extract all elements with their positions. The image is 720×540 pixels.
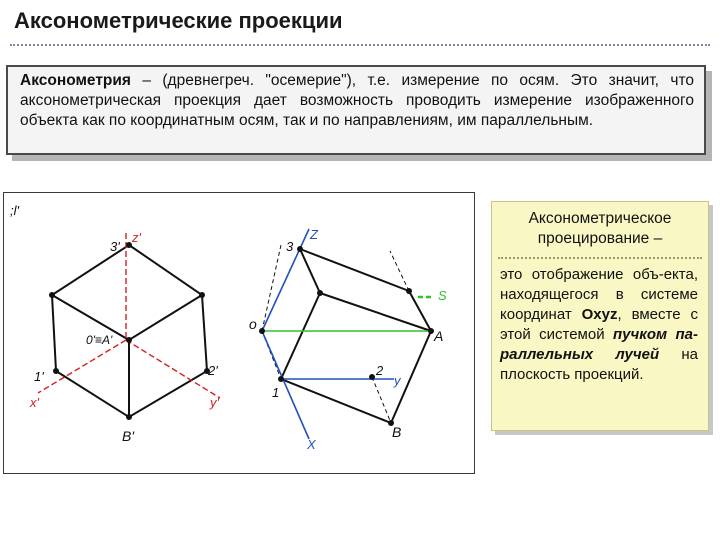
side-body-part-2: , вместе с этой системой — [500, 306, 698, 343]
label-y1: y' — [210, 395, 219, 410]
label-x1: x' — [30, 395, 39, 410]
isometric-cube — [52, 245, 207, 417]
vertex-left-top — [49, 292, 55, 298]
vertex-origin-prime — [126, 337, 132, 343]
oxyz-vertices — [259, 246, 434, 426]
edge-b-1 — [281, 379, 391, 423]
label-o1: 0'≡A' — [86, 333, 113, 347]
side-body-part-1: это отображение объ-екта, находящегося в системе координат — [500, 266, 698, 323]
side-body-bold: Oxyz — [581, 306, 618, 323]
vertex-mid — [317, 290, 323, 296]
vertex-2 — [369, 374, 375, 380]
axonometric-drawing — [3, 192, 475, 474]
vertex-top — [406, 288, 412, 294]
axis-x — [262, 331, 309, 439]
projection-definition-box — [491, 201, 709, 431]
definition-term: Аксонометрия — [20, 72, 131, 89]
label-s: S — [438, 288, 447, 303]
vertex-o — [259, 328, 265, 334]
label-two1: 2' — [208, 363, 218, 378]
title-divider — [10, 44, 710, 46]
label-z1: z' — [132, 230, 141, 245]
side-body — [500, 265, 698, 385]
label-o: o — [249, 316, 257, 332]
label-corner: ;l' — [10, 203, 19, 218]
vertex-1-prime — [53, 368, 59, 374]
oxyz-axes — [262, 229, 432, 439]
label-three1: 3' — [110, 239, 120, 254]
label-one: 1 — [272, 385, 280, 400]
label-z: Z — [310, 227, 318, 242]
vertex-3 — [297, 246, 303, 252]
slide-title: Аксонометрические проекции — [14, 8, 343, 33]
projection-rays — [262, 245, 409, 423]
vertex-1 — [278, 376, 284, 382]
label-three: 3 — [286, 239, 294, 254]
edge-mid-1 — [281, 293, 320, 379]
axis-x1 — [38, 340, 126, 393]
label-b1: B' — [122, 428, 135, 444]
label-y: y — [394, 373, 401, 388]
label-two: 2 — [376, 363, 384, 378]
side-body-part-3: на плоскость проекций. — [500, 346, 698, 383]
drawing-canvas — [4, 193, 474, 473]
definition-box — [6, 65, 706, 155]
definition-text: – (древнегреч. "осемерие"), т.е. измерение по осям. Это значит, что аксонометрическая проекция дает возможность проводить измерение изображенного объекта как по координатным осям, так и по направлениям, им параллельным. — [20, 72, 694, 129]
side-body-emphasis: пучком па-раллельных лучей — [500, 326, 699, 363]
ray-o-3 — [262, 245, 281, 331]
cube-top-edges — [52, 295, 202, 340]
side-heading: Аксонометрическое проецирование – — [528, 210, 672, 247]
side-divider — [498, 257, 702, 259]
label-x: X — [307, 437, 316, 452]
label-a: A — [434, 328, 444, 344]
vertex-right-top — [199, 292, 205, 298]
vertex-b-prime — [126, 414, 132, 420]
oxyz-object — [281, 249, 431, 423]
label-b: B — [392, 424, 402, 440]
label-one1: 1' — [34, 369, 44, 384]
